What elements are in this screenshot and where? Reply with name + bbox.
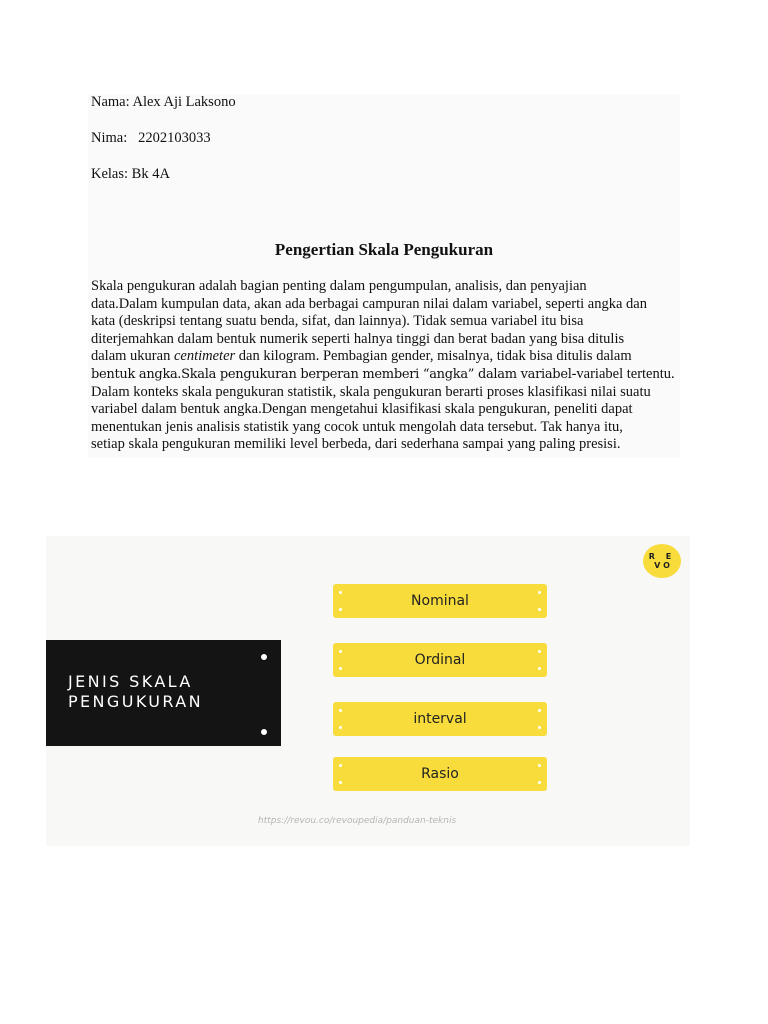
- heading-line: JENIS SKALA: [68, 672, 193, 691]
- scale-label: Ordinal: [414, 652, 466, 668]
- document-text-block: [88, 94, 680, 458]
- rivet-dot: [538, 650, 541, 653]
- rivet-dot: [261, 654, 267, 660]
- scale-nominal: [333, 584, 547, 618]
- rivet-dot: [538, 667, 541, 670]
- heading-panel: [46, 640, 281, 746]
- rivet-dot: [339, 726, 342, 729]
- source-url: https://revou.co/revoupedia/panduan-teknis: [258, 816, 457, 826]
- infographic-heading: [68, 672, 203, 712]
- scale-types-infographic: [46, 536, 690, 846]
- revou-logo: [643, 544, 681, 578]
- scale-interval: [333, 702, 547, 736]
- paragraph-line: Dalam konteks skala pengukuran statistik, skala pengukuran berarti proses klasifikasi nilai suatu: [91, 383, 651, 400]
- document-title: Pengertian Skala Pengukuran: [274, 240, 494, 259]
- paragraph-line: menentukan jenis analisis statistik yang cocok untuk mengolah data tersebut. Tak hanya itu,: [91, 418, 623, 435]
- student-nim: Nima: 2202103033: [91, 130, 211, 146]
- paragraph-text: bentuk angka: [91, 366, 178, 382]
- scale-label: interval: [413, 711, 467, 727]
- scale-label: Rasio: [421, 766, 459, 782]
- rivet-dot: [538, 764, 541, 767]
- student-class: Kelas: Bk 4A: [91, 166, 170, 182]
- paragraph-line: diterjemahkan dalam bentuk numerik seperti halnya tinggi dan berat badan yang bisa ditulis: [91, 330, 625, 347]
- rivet-dot: [261, 729, 267, 735]
- rivet-dot: [339, 650, 342, 653]
- paragraph-line: [91, 366, 681, 384]
- paragraph-line: Skala pengukuran adalah bagian penting dalam pengumpulan, analisis, dan penyajian: [91, 278, 587, 294]
- paragraph-text: dan kilogram. Pembagian gender, misalnya, tidak bisa ditulis dalam: [235, 348, 632, 365]
- scale-rasio: [333, 757, 547, 791]
- body-paragraph: [91, 278, 681, 454]
- rivet-dot: [538, 591, 541, 594]
- paragraph-line: data.Dalam kumpulan data, akan ada berbagai campuran nilai dalam variabel, seperti angka dan: [91, 295, 647, 312]
- scale-label: Nominal: [411, 593, 469, 609]
- paragraph-text: Skala pengukuran berperan memberi “angka” dalam variabel: [181, 366, 572, 382]
- logo-text-bottom: V O: [654, 561, 670, 570]
- paragraph-line: variabel dalam bentuk angka.Dengan mengetahui klasifikasi skala pengukuran, peneliti dapat: [91, 401, 633, 418]
- italic-term: centimeter: [173, 348, 236, 365]
- paragraph-text: -variabel tertentu.: [571, 365, 675, 382]
- rivet-dot: [538, 726, 541, 729]
- scale-ordinal: [333, 643, 547, 677]
- rivet-dot: [538, 709, 541, 712]
- heading-line: PENGUKURAN: [68, 692, 203, 711]
- rivet-dot: [538, 608, 541, 611]
- rivet-dot: [339, 667, 342, 670]
- rivet-dot: [339, 764, 342, 767]
- rivet-dot: [538, 781, 541, 784]
- paragraph-line: setiap skala pengukuran memiliki level berbeda, dari sederhana sampai yang paling presisi.: [91, 436, 621, 453]
- rivet-dot: [339, 608, 342, 611]
- paragraph-text: .: [177, 365, 182, 382]
- rivet-dot: [339, 709, 342, 712]
- logo-text-top: R E: [648, 552, 676, 561]
- paragraph-line: [91, 348, 681, 366]
- student-name: Nama: Alex Aji Laksono: [91, 94, 236, 110]
- paragraph-text: dalam ukuran: [91, 348, 174, 365]
- rivet-dot: [339, 591, 342, 594]
- paragraph-line: kata (deskripsi tentang suatu benda, sifat, dan lainnya). Tidak semua variabel itu bisa: [91, 313, 584, 330]
- rivet-dot: [339, 781, 342, 784]
